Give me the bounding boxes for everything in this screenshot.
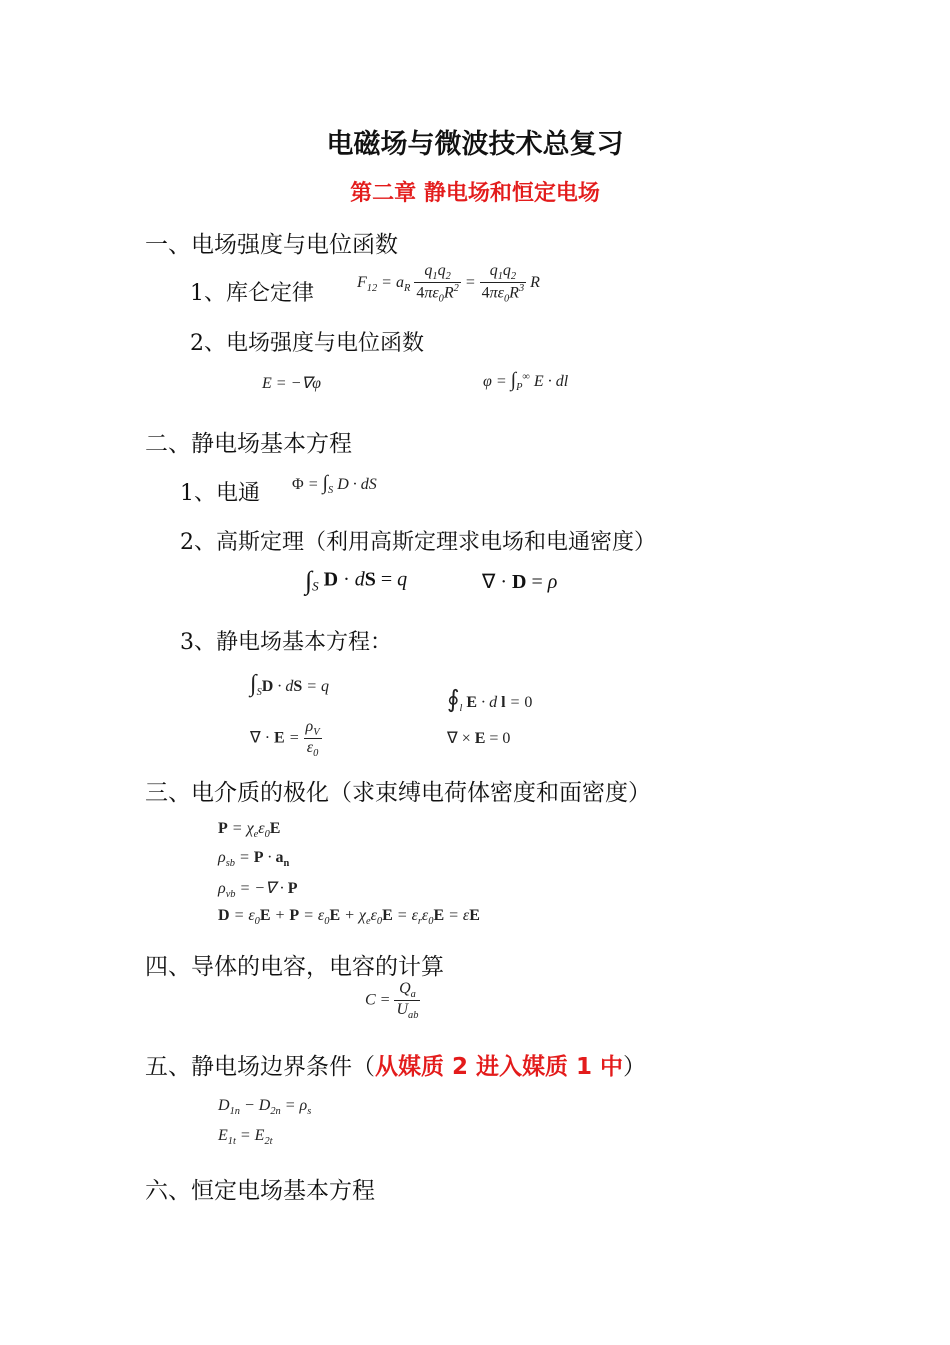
section-3-heading: 三、电介质的极化（求束缚电荷体密度和面密度）	[145, 780, 651, 806]
divergence-e-formula: ∇ · E = $\frac{\rho_V}{\varepsilon_0}$	[250, 718, 320, 760]
page-title: 电磁场与微波技术总复习	[326, 129, 624, 160]
boundary-e-formula: $E_{1t} = E_{2t}$	[218, 1127, 273, 1148]
field-potential-label: 2、电场强度与电位函数	[190, 331, 424, 356]
coulomb-law-formula: $F_{12} = a_R$ $\frac{q_1q_2}{4\pi\varepsilon_0R^2}$ = $\frac{q_1q_2}{4\pi\varepsilon_0R^3}$ R	[357, 262, 540, 305]
coulomb-law-label: 1、库仑定律	[190, 281, 314, 306]
gauss-integral-formula: $\int_S$ D · dS = q	[305, 566, 408, 595]
boundary-d-formula: $D_{1n} - D_{2n} = \rho_s$	[218, 1097, 312, 1118]
basic-equations-label: 3、静电场基本方程：	[180, 630, 392, 655]
gauss-differential-formula: ∇ · D = ρ	[482, 571, 558, 593]
displacement-formula: $D = \varepsilon_0E + P = \varepsilon_0E + \chi_e\varepsilon_0E = \varepsilon_r\varepsilon_0E = \varepsilon E$	[218, 907, 480, 928]
section-5-heading	[145, 1048, 646, 1081]
gradient-formula: E = −∇φ	[262, 375, 321, 392]
chapter-heading: 第二章 静电场和恒定电场	[350, 181, 600, 206]
section-6-heading: 六、恒定电场基本方程	[145, 1178, 375, 1204]
surface-bound-charge-formula: $\rho_{sb} = P \cdot a_n$	[218, 849, 290, 870]
flux-formula: $\Phi = \int_S$ D · dS	[292, 472, 377, 497]
gauss-law-label: 2、高斯定理（利用高斯定理求电场和电通密度）	[180, 530, 656, 555]
potential-integral-formula: $\varphi = \int_P^\infty$ E · dl	[483, 369, 569, 394]
section-5-heading-highlight: 从媒质 2 进入媒质 1 中	[375, 1054, 624, 1080]
section-4-heading: 四、导体的电容，电容的计算	[145, 954, 444, 980]
capacitance-formula: C = $\frac{Q_a}{U_{ab}}$	[365, 980, 419, 1022]
volume-bound-charge-formula: $\rho_{vb}$ = −∇ · P	[218, 880, 298, 901]
curl-integral-formula: $∮_l$ E · d l = 0	[447, 687, 533, 715]
curl-e-formula: ∇ × E = 0	[447, 730, 511, 747]
section-5-heading-prefix: 五、静电场边界条件（	[145, 1054, 375, 1080]
section-1-heading: 一、电场强度与电位函数	[145, 232, 398, 258]
flux-label: 1、电通	[180, 481, 260, 506]
section-2-heading: 二、静电场基本方程	[145, 431, 352, 457]
polarization-formula: $P = \chi_e\varepsilon_0E$	[218, 820, 281, 841]
section-5-heading-suffix: ）	[623, 1054, 647, 1080]
gauss-integral-small: $\int_SD$ · dS = q	[250, 671, 330, 699]
